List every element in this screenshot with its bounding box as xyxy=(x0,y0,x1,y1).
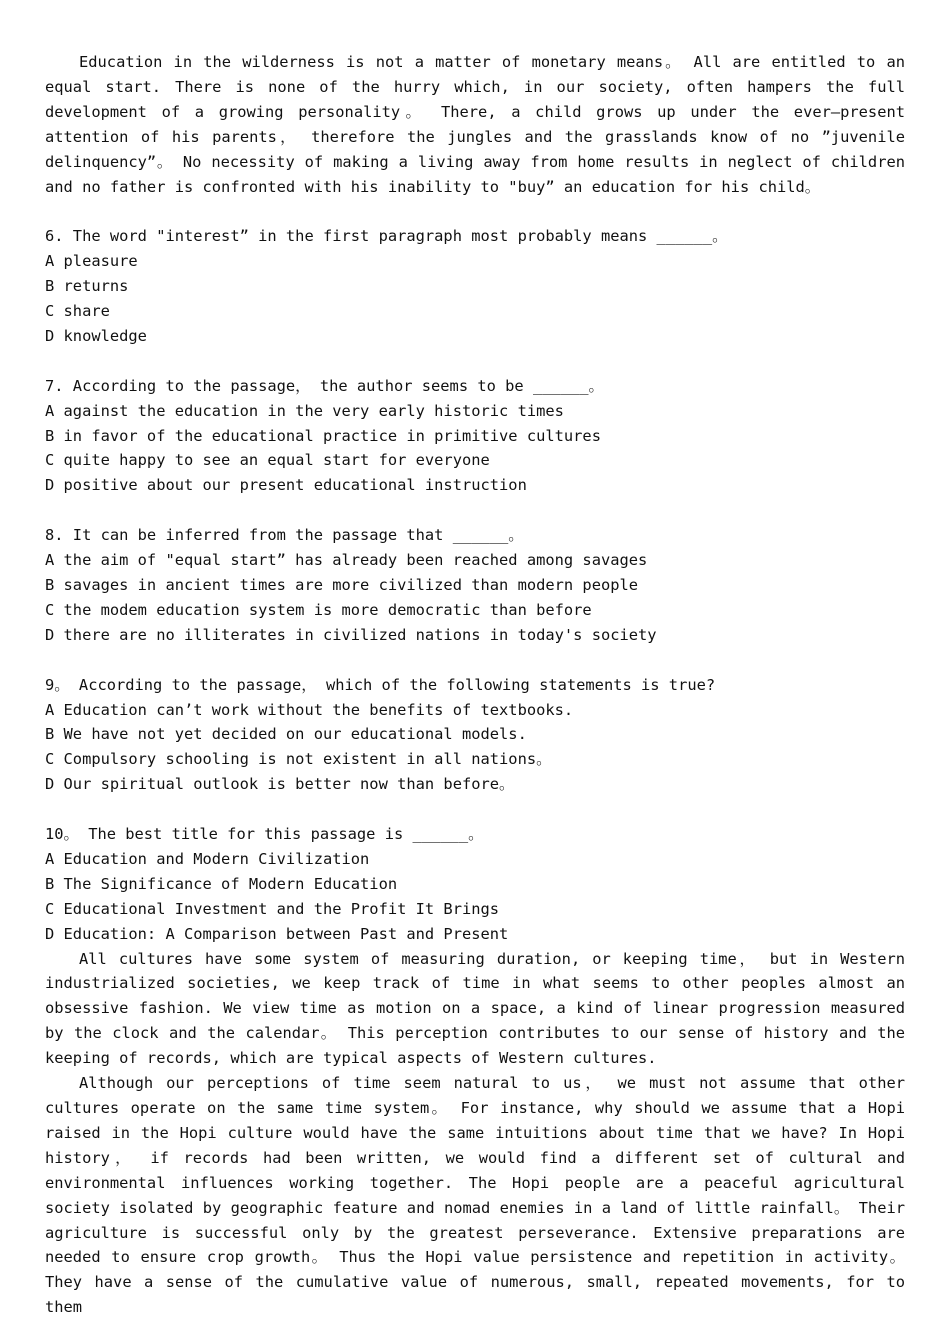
question-7 xyxy=(45,374,905,499)
option-b: B in favor of the educational practice in primitive cultures xyxy=(45,426,601,445)
question-10 xyxy=(45,822,905,947)
option-a: A the aim of "equal start” has already been reached among savages xyxy=(45,551,648,570)
option-c: C Compulsory schooling is not existent in all nations。 xyxy=(45,750,552,769)
spacer xyxy=(45,199,905,224)
option-b: B savages in ancient times are more civilized than modern people xyxy=(45,575,639,594)
spacer xyxy=(45,498,905,523)
passage-paragraph: Although our perceptions of time seem natural to us， we must not assume that other cultures operate on the same time system。 For instance, why should we assume that a Hopi raised in the Hopi culture would have the same intuitions about time that we have? In Hopi history， if records had been written, we would find a different set of cultural and environmental influences working together. The Hopi people are a peaceful agricultural society isolated by geographic feature and nomad enemies in a land of little rainfall。 Their agriculture is successful only by the greatest perseverance. Extensive preparations are needed to ensure crop growth。 Thus the Hopi value persistence and repetition in activity。 They have a sense of the cumulative value of numerous, small, repeated movements, for to them xyxy=(45,1074,905,1317)
option-d: D there are no illiterates in civilized nations in today's society xyxy=(45,625,657,644)
option-d: D knowledge xyxy=(45,326,147,345)
question-8 xyxy=(45,523,905,648)
spacer xyxy=(45,648,905,673)
option-a: A against the education in the very early historic times xyxy=(45,401,564,420)
question-stem: 9。 According to the passage， which of the following statements is true? xyxy=(45,675,716,694)
option-c: C share xyxy=(45,302,110,321)
question-stem: 8. It can be inferred from the passage that ______。 xyxy=(45,526,524,545)
question-stem: 10。 The best title for this passage is ______。 xyxy=(45,825,484,844)
option-c: C quite happy to see an equal start for everyone xyxy=(45,451,490,470)
option-a: A Education can’t work without the benefits of textbooks. xyxy=(45,700,574,719)
option-d: D Our spiritual outlook is better now than before。 xyxy=(45,775,515,794)
option-c: C the modem education system is more democratic than before xyxy=(45,600,592,619)
question-6 xyxy=(45,224,905,349)
option-d: D Education: A Comparison between Past and Present xyxy=(45,924,509,943)
question-9 xyxy=(45,673,905,798)
question-stem: 7. According to the passage， the author seems to be ______。 xyxy=(45,376,604,395)
option-a: A Education and Modern Civilization xyxy=(45,849,370,868)
option-d: D positive about our present educational instruction xyxy=(45,476,527,495)
spacer xyxy=(45,797,905,822)
option-c: C Educational Investment and the Profit It Brings xyxy=(45,899,500,918)
passage-paragraph: All cultures have some system of measuring duration, or keeping time， but in Western industrialized societies, we keep track of time in what seems to other peoples almost an obsessive fashion. We view time as motion on a space, a kind of linear progression measured by the clock and the calendar。 This perception contributes to our sense of history and the keeping of records, which are typical aspects of Western cultures. xyxy=(45,949,905,1068)
spacer xyxy=(45,349,905,374)
question-stem: 6. The word "interest” in the first paragraph most probably means ______。 xyxy=(45,227,728,246)
passage-paragraph: Education in the wilderness is not a matter of monetary means。 All are entitled to an equal start. There is none of the hurry which, in our society, often hampers the full development of a growing personality。 There, a child grows up under the ever—present attention of his parents， therefore the jungles and the grasslands know of no ”juvenile delinquency”。 No necessity of making a living away from home results in neglect of children and no father is confronted with his inability to "buy” an education for his child。 xyxy=(45,53,905,196)
option-b: B We have not yet decided on our educational models. xyxy=(45,725,527,744)
option-b: B returns xyxy=(45,277,129,296)
option-a: A pleasure xyxy=(45,252,138,271)
option-b: B The Significance of Modern Education xyxy=(45,874,398,893)
